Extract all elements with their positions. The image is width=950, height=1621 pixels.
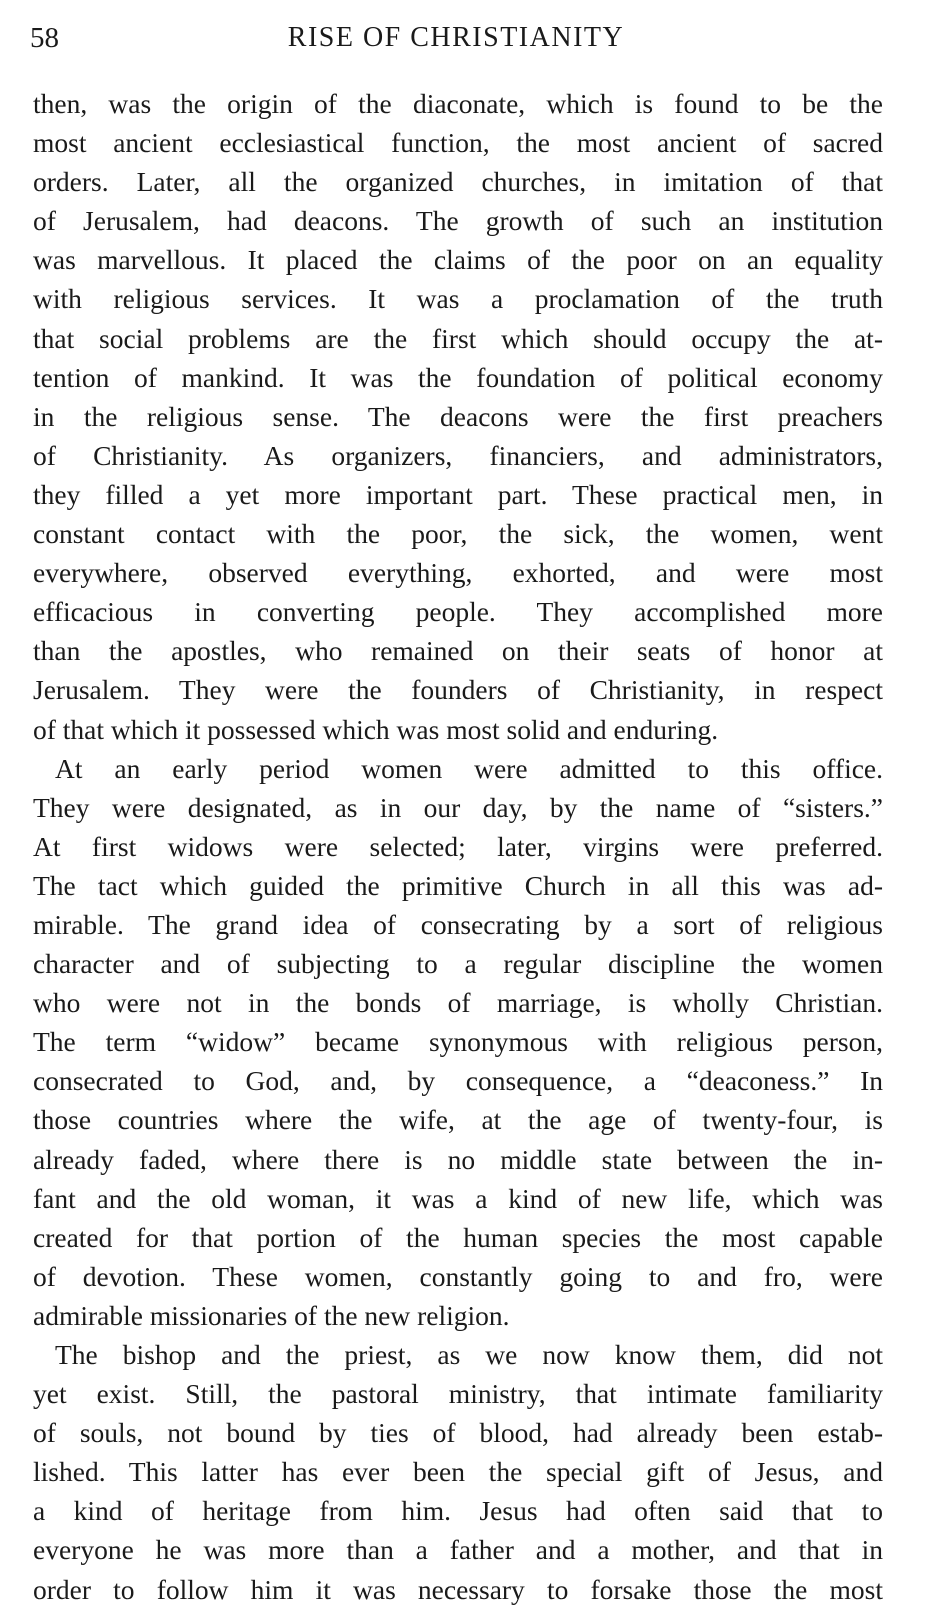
text-line: Jerusalem. They were the founders of Christianity, in respect [33, 674, 883, 706]
text-line: The tact which guided the primitive Church in all this was ad- [33, 869, 883, 901]
text-line: consecrated to God, and, by consequence, a “deaconess.” In [33, 1065, 883, 1097]
text-line: yet exist. Still, the pastoral ministry, that intimate familiarity [33, 1378, 883, 1410]
text-line: those countries where the wife, at the age of twenty-four, is [33, 1104, 883, 1136]
body-text [33, 84, 883, 1609]
text-line: then, was the origin of the diaconate, which is found to be the [33, 88, 883, 119]
paragraph [33, 1335, 883, 1609]
text-line: At first widows were selected; later, virgins were preferred. [33, 830, 883, 862]
text-line: with religious services. It was a proclamation of the truth [33, 283, 883, 315]
text-line: created for that portion of the human species the most capable [33, 1221, 883, 1253]
text-line: They were designated, as in our day, by the name of “sisters.” [33, 791, 883, 823]
paragraph [33, 749, 883, 1335]
text-line: constant contact with the poor, the sick, the women, went [33, 518, 883, 550]
text-line: was marvellous. It placed the claims of the poor on an equality [33, 244, 883, 276]
text-line: they filled a yet more important part. These practical men, in [33, 478, 883, 510]
text-line: of souls, not bound by ties of blood, had already been estab- [33, 1417, 883, 1449]
running-title: RISE OF CHRISTIANITY [287, 22, 625, 53]
text-line: everyone he was more than a father and a mother, and that in [33, 1534, 883, 1566]
text-line: orders. Later, all the organized churches, in imitation of that [33, 166, 883, 198]
text-line: of devotion. These women, constantly going to and fro, were [33, 1260, 883, 1292]
text-line: lished. This latter has ever been the special gift of Jesus, and [33, 1456, 883, 1488]
text-line: most ancient ecclesiastical function, the most ancient of sacred [33, 127, 883, 159]
running-header [30, 22, 882, 66]
page-number: 58 [30, 22, 59, 54]
text-line: in the religious sense. The deacons were the first preachers [33, 400, 883, 432]
text-line: tention of mankind. It was the foundation of political economy [33, 361, 883, 393]
text-line: of Jerusalem, had deacons. The growth of such an institution [33, 205, 883, 237]
text-line: At an early period women were admitted to this office. [55, 752, 883, 784]
text-line: admirable missionaries of the new religion. [33, 1299, 510, 1331]
text-line: who were not in the bonds of marriage, is wholly Christian. [33, 987, 883, 1019]
text-line: The term “widow” became synonymous with religious person, [33, 1026, 883, 1058]
text-line: everywhere, observed everything, exhorted, and were most [33, 557, 883, 589]
text-line: already faded, where there is no middle state between the in- [33, 1143, 883, 1175]
text-line: of Christianity. As organizers, financiers, and administrators, [33, 439, 883, 471]
text-line: efficacious in converting people. They accomplished more [33, 596, 883, 628]
text-line: order to follow him it was necessary to forsake those the most [33, 1573, 883, 1605]
text-line: than the apostles, who remained on their seats of honor at [33, 635, 883, 667]
text-line: character and of subjecting to a regular discipline the women [33, 948, 883, 980]
text-line: of that which it possessed which was most solid and enduring. [33, 713, 719, 745]
text-line: a kind of heritage from him. Jesus had often said that to [33, 1495, 883, 1527]
text-line: mirable. The grand idea of consecrating by a sort of religious [33, 908, 883, 940]
paragraph [33, 84, 883, 749]
text-line: The bishop and the priest, as we now know them, did not [55, 1339, 883, 1370]
text-line: that social problems are the first which should occupy the at- [33, 322, 883, 354]
text-line: fant and the old woman, it was a kind of new life, which was [33, 1182, 883, 1214]
